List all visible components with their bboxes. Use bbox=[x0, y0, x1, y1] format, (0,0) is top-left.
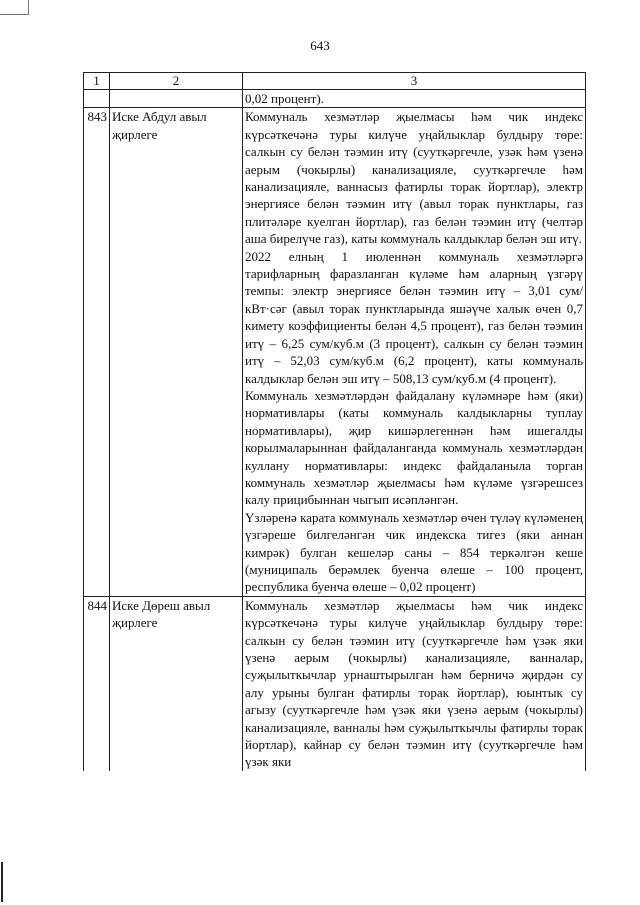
scan-edge-mark bbox=[1, 862, 3, 902]
description-paragraph: Коммуналь хезмәтләр җыелмасы һәм чик индекс күрсәткечәнә туры килүче уңайлыклар булдыру төре: салкын су белән тәэмин итү (сууткәргечле һәм үзәк яки үзенә аерым (чокырлы) канализацияле, ванналар, суҗылыткычлар урнаштырылган һәм берничә җирдән су алу урыны булган фатирлы торак йортлар), юынтык су агызу (сууткәргечле һәм үзәк яки үзенә аерым (чокырлы) канализацияле, ванналы һәм суҗылыткычлы фатирлы торак йортлар), кайнар су белән тәэмин итү (сууткәргечле һәм үзәк яки bbox=[245, 597, 583, 770]
settlement-name: Иске Абдул авыл җирлеге bbox=[110, 108, 243, 596]
column-header-3: 3 bbox=[243, 73, 586, 90]
table-header-row bbox=[84, 73, 586, 90]
table-row-continuation bbox=[84, 90, 586, 108]
tariff-table bbox=[83, 72, 586, 771]
continuation-text: 0,02 процент). bbox=[243, 90, 586, 108]
table-row-844 bbox=[84, 596, 586, 771]
description-paragraph: Үзләренә карата коммуналь хезмәтләр өчен түләү күләменең үзгәреше билгеләнгән чик индекска тигез (яки аннан кимрәк) булган кешеләр саны – 854 теркәлгән кеше (муниципаль берәмлек буенча өлеше – 100 процент, республика буенча өлеше – 0,02 процент) bbox=[245, 509, 583, 595]
row-description bbox=[243, 596, 586, 771]
page-number: 643 bbox=[310, 38, 330, 53]
settlement-name: Иске Дөреш авыл җирлеге bbox=[110, 596, 243, 771]
column-header-1: 1 bbox=[84, 73, 110, 90]
description-paragraph: Коммуналь хезмәтләр җыелмасы һәм чик индекс күрсәткечәнә туры килүче уңайлыклар булдыру төре: салкын су белән тәэмин итү (сууткәргечле, узәк һәм үзенә аерым (чокырлы) канализацияле, сууткәргечле һәм канализацияле, ваннасыз фатирлы торак йортлар), электр энергиясе белән тәэмин итү (авыл торак пунктлары, газ плитәләре куелган йортлар), газ белән тәэмин итү (челтәр аша бирелүче газ), каты коммуналь калдыклар белән эш итү. bbox=[245, 109, 583, 247]
row-number: 844 bbox=[84, 596, 110, 771]
empty-cell bbox=[110, 90, 243, 108]
row-number: 843 bbox=[84, 108, 110, 596]
scan-corner-mark bbox=[0, 0, 29, 15]
description-paragraph: Коммуналь хезмәтләрдән файдалану күләмнәре һәм (яки) нормативлары (каты коммуналь калдыкларны туплау нормативлары), җир кишәрлегеннән һәм ишегалды корылмаларыннан файдаланганда коммуналь хезмәтләрдән куллану нормативлары: индекс файдаланыла торган коммуналь хезмәтләр җыелмасы һәм күләме үзгәрешсез калу прицибыннан чыгып исәпләнгән. bbox=[245, 387, 583, 508]
description-paragraph: 2022 елның 1 июленнән коммуналь хезмәтләргә тарифларның фаразланган күләме һәм аларның үзгәрү темпы: электр энергиясе белән тәэмин итү – 3,01 сум/кВт·сәг (авыл торак пунктларында яшәүче халык өчен 0,7 кимету коэффициенты белән 4,5 процент), газ белән тәэмин итү – 6,25 сум/куб.м (3 процент), салкын су белән тәэмин итү – 52,03 сум/куб.м (6,2 процент), каты коммуналь калдыклар белән эш итү – 508,13 сум/куб.м (4 процент). bbox=[245, 248, 583, 386]
column-header-2: 2 bbox=[110, 73, 243, 90]
empty-cell bbox=[84, 90, 110, 108]
table-row-843 bbox=[84, 108, 586, 596]
row-description bbox=[243, 108, 586, 596]
